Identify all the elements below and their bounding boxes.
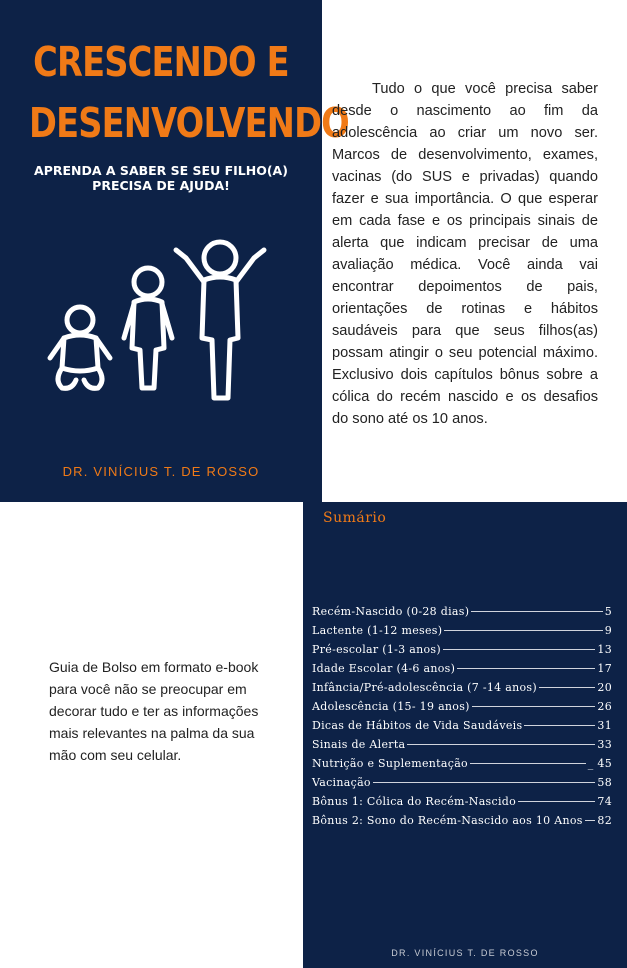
cover-subtitle-line2: PRECISA DE AJUDA! (92, 178, 230, 193)
toc-leader (443, 649, 595, 650)
toc-item-title: Lactente (1-12 meses) (312, 624, 443, 637)
toc-item (312, 621, 612, 640)
toc-item (312, 811, 612, 830)
toc-item-title: Pré-escolar (1-3 anos) (312, 643, 441, 656)
book-cover (0, 0, 349, 502)
toc-item-page: 31 (597, 719, 612, 732)
toc-item-page: 17 (597, 662, 612, 675)
toc-item-page: 13 (597, 643, 612, 656)
toc-leader (457, 668, 595, 669)
table-of-contents (303, 502, 627, 968)
toc-item-title: Vacinação (312, 776, 371, 789)
toc-item (312, 640, 612, 659)
cover-subtitle (0, 163, 322, 193)
toc-leader (524, 725, 595, 726)
toc-leader (407, 744, 595, 745)
toc-item-page: _ 45 (587, 757, 612, 770)
toc-item-page: 33 (597, 738, 612, 751)
toc-item-title: Recém-Nascido (0-28 dias) (312, 605, 470, 618)
toc-item-page: 20 (597, 681, 612, 694)
toc-item-title: Bônus 2: Sono do Recém-Nascido aos 10 Anos (312, 814, 583, 827)
toc-leader (444, 630, 602, 631)
toc-leader (470, 763, 586, 764)
toc-item (312, 697, 612, 716)
toc-leader (472, 706, 596, 707)
toc-item-title: Infância/Pré-adolescência (7 -14 anos) (312, 681, 537, 694)
toc-item (312, 792, 612, 811)
toc-item-title: Dicas de Hábitos de Vida Saudáveis (312, 719, 523, 732)
toc-leader (471, 611, 602, 612)
toc-item-page: 26 (597, 700, 612, 713)
toc-leader (539, 687, 595, 688)
toc-item (312, 602, 612, 621)
cover-author: DR. VINÍCIUS T. DE ROSSO (62, 464, 260, 479)
description-body: Tudo o que você precisa saber desde o nascimento ao fim da adolescência ao criar um novo ser. Marcos de desenvolvimento, exames, vacinas (do SUS e privadas) quando fazer e sua importância. O que esperar em cada fase e os principais sinais de alerta que indicam precisar de uma avaliação médica. Você ainda vai encontrar depoimentos de pais, orientações de rotinas e hábitos saudáveis para que seus filhos(as) possam atingir o seu potencial máximo. Exclusivo dois capítulos bônus sobre a cólica do recém nascido e os desafios do sono até os 10 anos. (332, 81, 598, 427)
cover-title-line2: DESENVOLVENDO (28, 99, 349, 147)
toc-item-page: 9 (604, 624, 612, 637)
toc-leader (373, 782, 596, 783)
toc-item (312, 659, 612, 678)
toc-item-title: Sinais de Alerta (312, 738, 406, 751)
toc-item (312, 735, 612, 754)
toc-item-page: 82 (597, 814, 612, 827)
toc-item-title: Adolescência (15- 19 anos) (312, 700, 470, 713)
toc-item (312, 773, 612, 792)
toc-leader (518, 801, 595, 802)
toc-item-title: Nutrição e Suplementação (312, 757, 468, 770)
child-growth-figures-icon (40, 238, 280, 408)
toc-item-page: 5 (604, 605, 612, 618)
toc-heading: Sumário (323, 510, 387, 526)
toc-author: DR. VINÍCIUS T. DE ROSSO (391, 948, 539, 958)
toc-item-title: Bônus 1: Cólica do Recém-Nascido (312, 795, 517, 808)
cover-title-line1: CRESCENDO E (33, 38, 289, 86)
pocket-guide-text: Guia de Bolso em formato e-book para você não se preocupar em decorar tudo e ter as informações mais relevantes na palma da sua mão com seu celular. (49, 659, 259, 763)
toc-list (312, 602, 612, 830)
toc-item (312, 716, 612, 735)
toc-item-page: 74 (597, 795, 612, 808)
cover-subtitle-line1: APRENDA A SABER SE SEU FILHO(A) (34, 163, 288, 178)
toc-item-page: 58 (597, 776, 612, 789)
toc-item (312, 678, 612, 697)
toc-item-title: Idade Escolar (4-6 anos) (312, 662, 456, 675)
description-text (332, 78, 598, 430)
toc-item (312, 754, 612, 773)
toc-leader (585, 820, 596, 821)
